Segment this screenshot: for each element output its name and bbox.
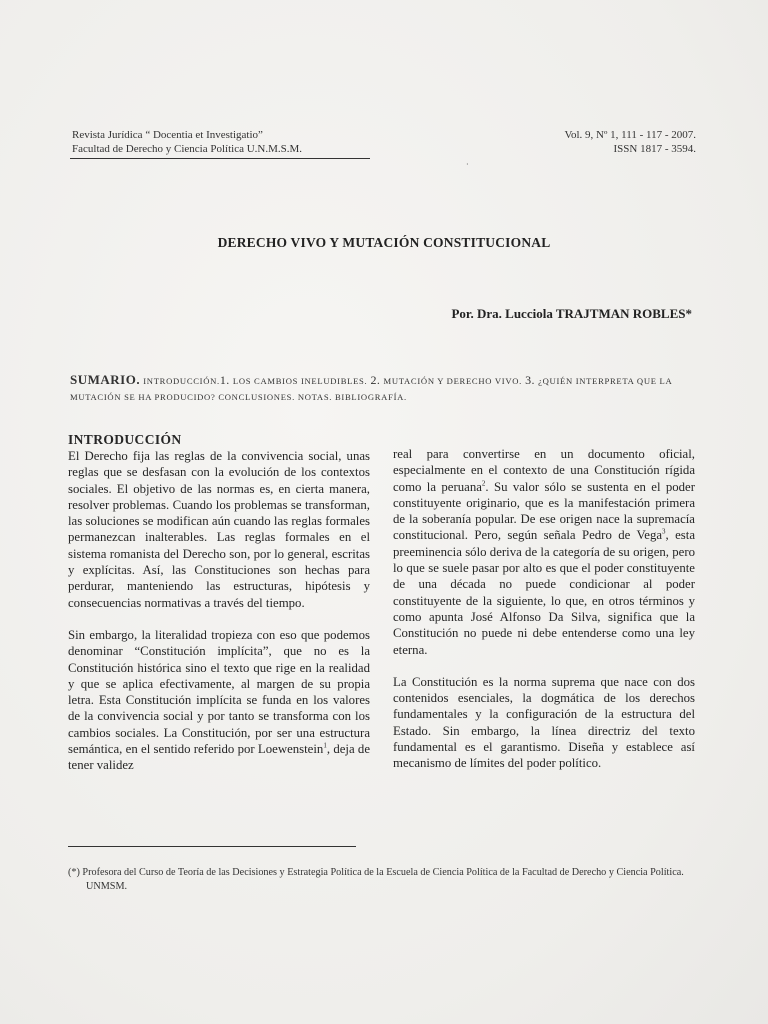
- footnote-ref: 3: [662, 528, 666, 537]
- summary-label: SUMARIO.: [70, 372, 141, 387]
- header-divider: [70, 158, 370, 159]
- issue-info: [564, 128, 696, 156]
- footnote-ref: 2: [481, 479, 486, 488]
- article-title: DERECHO VIVO Y MUTACIÓN CONSTITUCIONAL: [217, 235, 551, 250]
- paragraph: [393, 446, 695, 658]
- journal-name: Revista Jurídica “ Docentia et Investigatio”: [72, 129, 263, 141]
- summary-item: LOS CAMBIOS INELUDIBLES.: [232, 376, 368, 386]
- paragraph: [68, 627, 370, 774]
- footnote-divider: [68, 846, 356, 847]
- summary-number: 2.: [370, 373, 381, 387]
- journal-header: [72, 128, 302, 156]
- footnote-ref: 1: [323, 741, 327, 750]
- issn-info: ISSN 1817 - 3594.: [613, 143, 696, 155]
- volume-info: Vol. 9, Nº 1, 111 - 117 - 2007.: [564, 129, 696, 141]
- summary-item: INTRODUCCIÓN.: [143, 376, 220, 386]
- section-heading: INTRODUCCIÓN: [68, 432, 182, 447]
- paragraph-text: , deja de tener validez: [68, 742, 370, 773]
- paragraph-text: Sin embargo, la literalidad tropieza con eso que podemos denominar “Constitución implícita”, que no es la Constitución histórica sino el texto que rige en la realidad y que se aplica efectivamente, al margen de su propia letra. Esta Constitución implícita se funda en los valores de la convivencia social y por tanto se transforma con los cambios sociales. La Constitución, por ser una estructura semántica, en el sentido referido por Loewenstein: [68, 627, 370, 757]
- summary-number: 3.: [525, 373, 535, 387]
- summary-number: 1.: [219, 373, 230, 387]
- left-column: [68, 432, 370, 790]
- paragraph-text: . Su valor sólo se sustenta en el poder constituyente originario, que es la manifestación primera de la soberanía popular. De ese origen nace la supremacía constitucional. Pero, según señala Pedro de Vega: [393, 479, 696, 543]
- article-author: Por. Dra. Lucciola TRAJTMAN ROBLES*: [451, 306, 692, 321]
- summary-item: MUTACIÓN Y DERECHO VIVO.: [383, 376, 522, 386]
- speck: ·: [466, 160, 469, 169]
- paragraph: La Constitución es la norma suprema que nace con dos contenidos esenciales, la dogmática de los derechos fundamentales y la configuración de la estructura del Estado. Sin embargo, la línea directriz del texto fundamental es el garantismo. Diseña y establece así mecanismo de límites del poder político.: [393, 674, 695, 771]
- paragraph-text: , esta preeminencia sólo deriva de la categoría de su origen, pero lo que se suele pasar por alto es que el poder constituyente de una década no puede condicionar al poder constituyente de la siguiente, lo que, en otros términos y como apunta José Alfonso Da Silva, significa que la Constitución no puede ni debe entenderse como una ley eterna.: [393, 528, 696, 657]
- faculty-name: Facultad de Derecho y Ciencia Política U.N.M.S.M.: [72, 143, 303, 155]
- right-column: [393, 446, 695, 788]
- footnote: (*) Profesora del Curso de Teoría de las Decisiones y Estrategia Política de la Escuela de Ciencia Política de la Facultad de Derecho y Ciencia Política. UNMSM.: [68, 867, 684, 892]
- summary-item: ¿QUIÉN INTERPRETA QUE LA MUTACIÓN SE HA PRODUCIDO? CONCLUSIONES. NOTAS. BIBLIOGRAFÍA.: [70, 376, 672, 402]
- summary-block: [70, 372, 698, 405]
- paragraph: El Derecho fija las reglas de la convivencia social, unas reglas que se desfasan con la evolución de los contextos sociales. El objetivo de las normas es, en cierta manera, resolver problemas. Cuando los problemas se transforman, las soluciones se modifican aún cuando las reglas formales permanezcan inalterables. Las reglas formales en el sistema romanista del Derecho son, por lo general, escritas y explícitas. Así, las Constituciones son hechas para perdurar, manteniendo las estructuras, hipótesis y consecuencias normativas a través del tiempo.: [68, 449, 370, 610]
- paragraph-text: real para convertirse en un documento oficial, especialmente en el contexto de una Constitución rígida como la peruana: [393, 447, 695, 494]
